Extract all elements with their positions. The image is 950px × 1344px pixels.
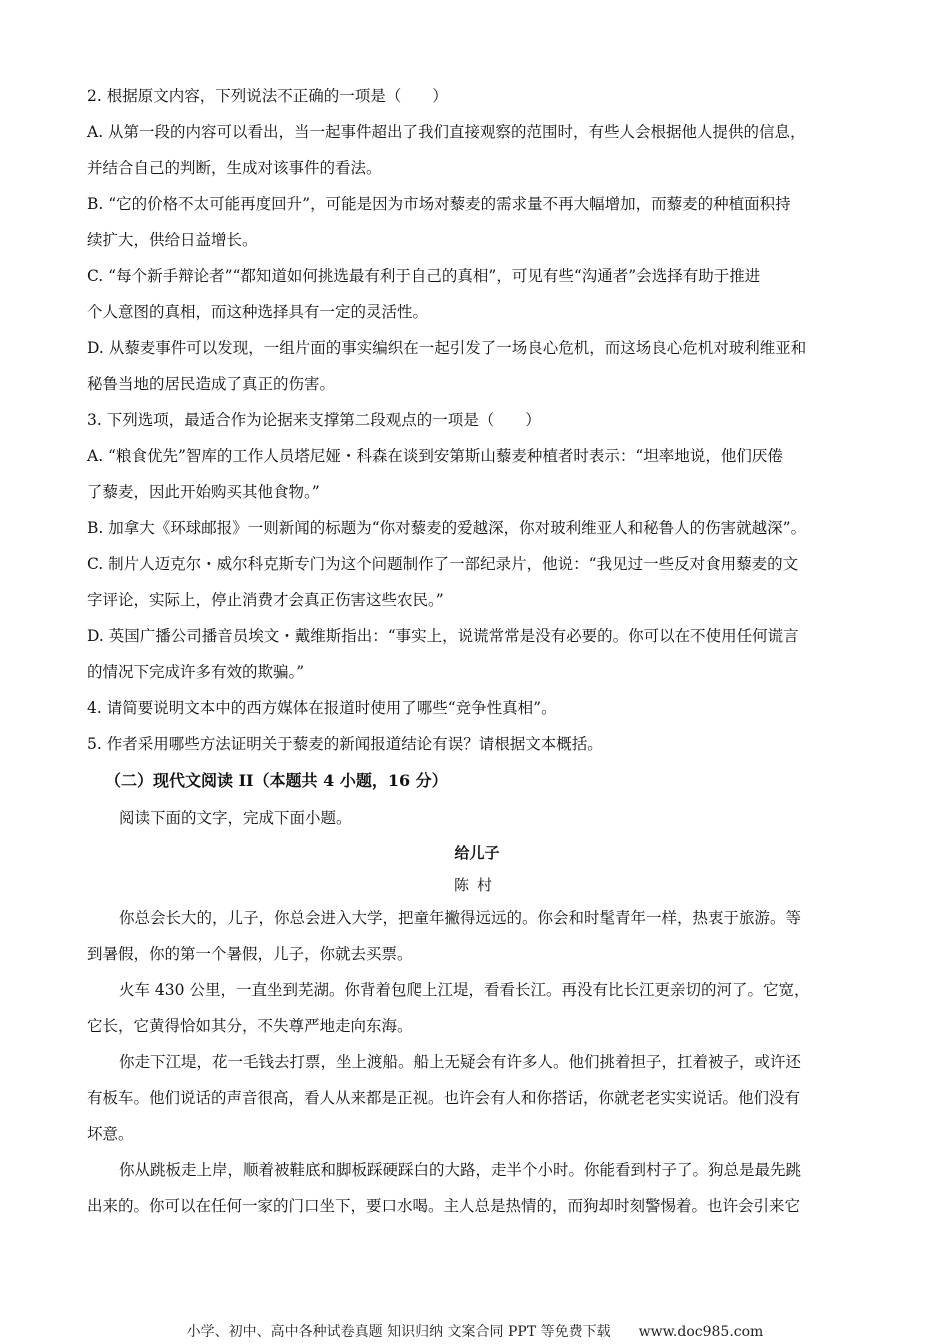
q2-option-d-line2: 秘鲁当地的居民造成了真正的伤害。 bbox=[87, 375, 336, 393]
q3-option-b-line1: B. 加拿大《环球邮报》一则新闻的标题为“你对藜麦的爱越深，你对玻利维亚人和秘鲁人的伤害就越深”。 bbox=[87, 519, 807, 537]
q3-option-a-line1: A. “粮食优先”智库的工作人员塔尼娅・科森在谈到安第斯山藜麦种植者时表示：“坦率地说，他们厌倦 bbox=[87, 447, 783, 465]
q2-option-b-line2: 续扩大，供给日益增长。 bbox=[87, 231, 258, 249]
article-title: 给儿子 bbox=[454, 844, 500, 862]
q3-stem: 3. 下列选项，最适合作为论据来支撑第二段观点的一项是（ ） bbox=[87, 411, 541, 429]
paragraph-3-line1: 你走下江堤，花一毛钱去打票，坐上渡船。船上无疑会有许多人。他们挑着担子，扛着被子，或许还 bbox=[119, 1053, 802, 1071]
q3-option-a-line2: 了藜麦，因此开始购买其他食物。” bbox=[87, 483, 320, 501]
q2-option-a-line2: 并结合自己的判断，生成对该事件的看法。 bbox=[87, 159, 382, 177]
paragraph-3-line2: 有板车。他们说话的声音很高，看人从来都是正视。也许会有人和你搭话，你就老老实实说话。他们没有 bbox=[87, 1089, 801, 1107]
q2-option-a-line1: A. 从第一段的内容可以看出，当一起事件超出了我们直接观察的范围时，有些人会根据他人提供的信息， bbox=[87, 123, 806, 141]
q2-option-c-line2: 个人意图的真相，而这种选择具有一定的灵活性。 bbox=[87, 303, 429, 321]
paragraph-4-line2: 出来的。你可以在任何一家的门口坐下，要口水喝。主人总是热情的，而狗却时刻警惕着。也许会引来它 bbox=[87, 1197, 801, 1215]
q2-option-b-line1: B. “它的价格不太可能再度回升”，可能是因为市场对藜麦的需求量不再大幅增加，而藜麦的种植面积持 bbox=[87, 195, 791, 213]
paragraph-3-line3: 坏意。 bbox=[87, 1125, 134, 1143]
q2-stem: 2. 根据原文内容，下列说法不正确的一项是（ ） bbox=[87, 87, 448, 105]
exam-page bbox=[87, 78, 867, 1224]
q3-option-d-line2: 的情况下完成许多有效的欺骗。” bbox=[87, 663, 305, 681]
footer-banner: 小学、初中、高中各种试卷真题 知识归纳 文案合同 PPT 等免费下载 www.doc985.com bbox=[186, 1324, 764, 1340]
paragraph-2-line1: 火车 430 公里，一直坐到芜湖。你背着包爬上江堤，看看长江。再没有比长江更亲切的河了。它宽， bbox=[119, 981, 810, 999]
paragraph-1-line1: 你总会长大的，儿子，你总会进入大学，把童年撇得远远的。你会和时髦青年一样，热衷于旅游。等 bbox=[119, 909, 802, 927]
q3-option-c-line1: C. 制片人迈克尔・威尔科克斯专门为这个问题制作了一部纪录片，他说：“我见过一些反对食用藜麦的文 bbox=[87, 555, 799, 573]
q2-option-d-line1: D. 从藜麦事件可以发现，一组片面的事实编织在一起引发了一场良心危机，而这场良心危机对玻利维亚和 bbox=[87, 339, 807, 357]
paragraph-4-line1: 你从跳板走上岸，顺着被鞋底和脚板踩硬踩白的大路，走半个小时。你能看到村子了。狗总是最先跳 bbox=[119, 1161, 802, 1179]
section-heading: （二）现代文阅读 II（本题共 4 小题，16 分） bbox=[105, 771, 448, 790]
q3-option-c-line2: 字评论，实际上，停止消费才会真正伤害这些农民。” bbox=[87, 591, 444, 609]
article-author: 陈村 bbox=[453, 876, 500, 894]
q5-stem: 5. 作者采用哪些方法证明关于藜麦的新闻报道结论有误？请根据文本概括。 bbox=[87, 735, 603, 753]
q4-stem: 4. 请简要说明文本中的西方媒体在报道时使用了哪些“竞争性真相”。 bbox=[87, 699, 557, 717]
section-instruction: 阅读下面的文字，完成下面小题。 bbox=[119, 809, 352, 827]
q3-option-d-line1: D. 英国广播公司播音员埃文・戴维斯指出：“事实上，说谎常常是没有必要的。你可以在不使用任何谎言 bbox=[87, 627, 799, 645]
paragraph-1-line2: 到暑假，你的第一个暑假，儿子，你就去买票。 bbox=[87, 945, 413, 963]
q2-option-c-line1: C. “每个新手辩论者”“都知道如何挑选最有利于自己的真相”，可见有些“沟通者”会选择有助于推进 bbox=[87, 267, 761, 285]
paragraph-2-line2: 它长，它黄得恰如其分，不失尊严地走向东海。 bbox=[87, 1017, 413, 1035]
